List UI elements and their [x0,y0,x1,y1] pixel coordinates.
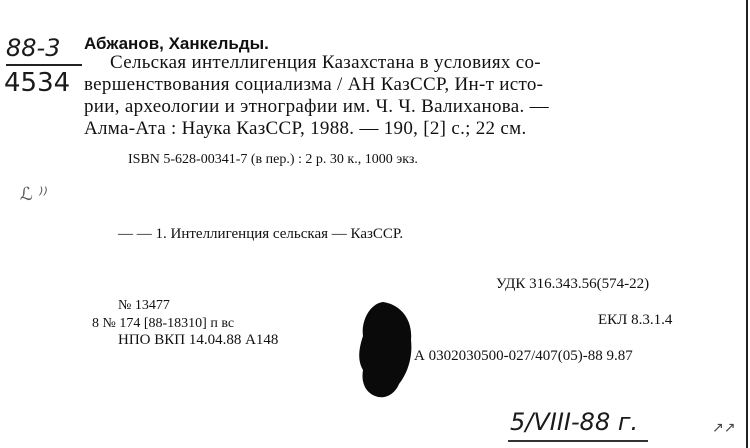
udk-index: УДК 316.343.56(574-22) [496,276,650,292]
ink-blot [355,300,415,400]
subject-heading: — — 1. Интеллигенция сельская — КазССР. [118,226,404,242]
shelfmark-divider [6,64,82,66]
print-info-line: 8 № 174 [88-18310] п вс [92,316,235,331]
shelfmark-top: 88-3 [6,34,61,62]
ekl-index: ЕКЛ 8.3.1.4 [598,312,673,328]
title-line-4: Алма-Ата : Наука КазССР, 1988. — 190, [2] с.; 22 см. [84,118,527,139]
shelfmark-bottom: 4534 [4,68,71,98]
pencil-scribble: ℒ ⁾⁾ [20,184,48,205]
card-edge [746,0,748,448]
handwritten-date: 5/VIII-88 г. [510,408,639,436]
title-line-1: Сельская интеллигенция Казахстана в условиях со- [110,52,541,73]
corner-mark: ↗↗ [712,420,736,436]
classification-code: А 0302030500-027/407(05)-88 9.87 [414,348,633,364]
record-number: № 13477 [118,298,170,313]
title-line-3: рии, археологии и этнографии им. Ч. Ч. Валиханова. — [84,96,549,117]
isbn-line: ISBN 5-628-00341-7 (в пер.) : 2 р. 30 к., 1000 экз. [128,152,418,167]
publisher-info-line: НПО ВКП 14.04.88 А148 [118,332,279,348]
author: Абжанов, Ханкельды. [84,34,269,53]
title-line-2: вершенствования социализма / АН КазССР, Ин-т исто- [84,74,544,95]
date-underline [508,440,648,442]
